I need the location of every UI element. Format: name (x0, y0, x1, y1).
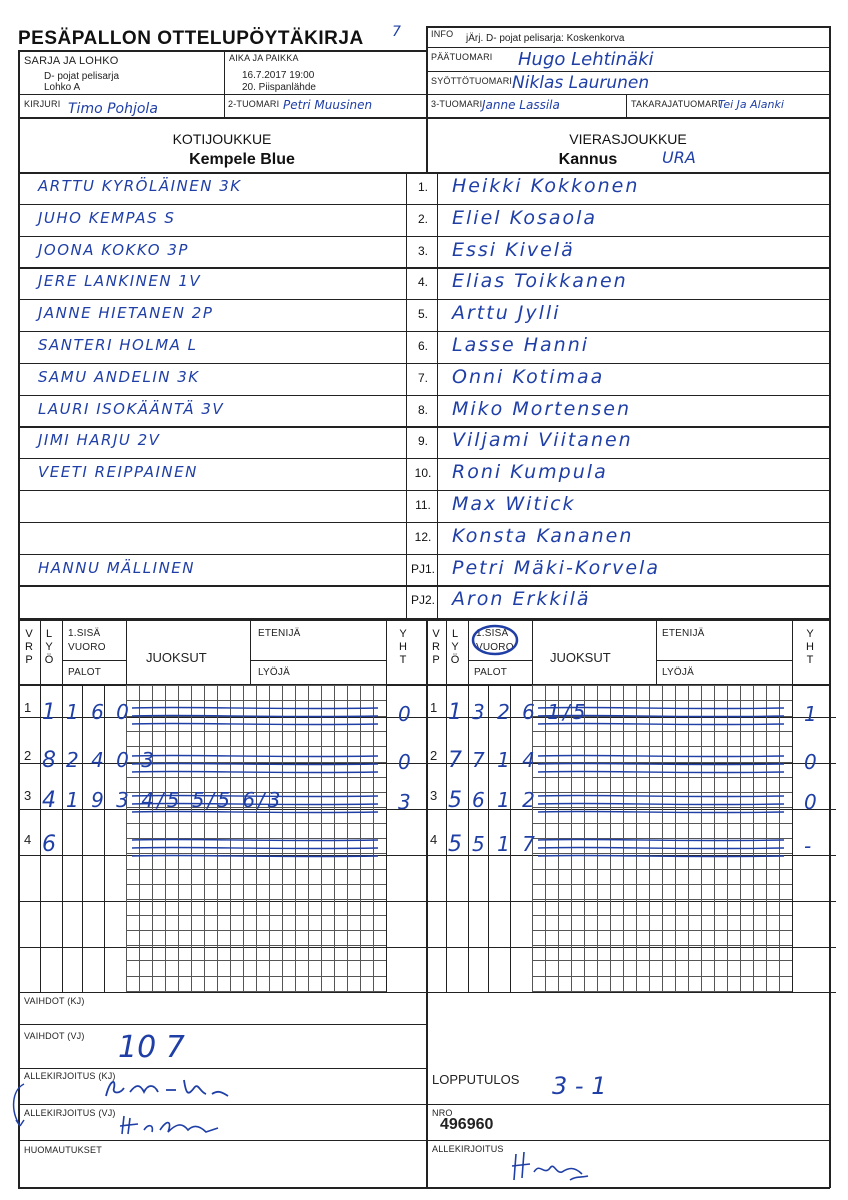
home-run-strokes (130, 750, 380, 780)
away-team-label: VIERASJOUKKUE (569, 131, 687, 147)
ump3-value: Janne Lassila (482, 98, 560, 112)
away-inning-number: 2 (430, 748, 438, 763)
away-team-suffix: URA (662, 148, 696, 167)
player-number: 11. (415, 498, 431, 512)
away-inning-number: 4 (430, 832, 438, 847)
vuoro-circle-mark (470, 622, 522, 658)
home-col-vrp: V R P (25, 628, 33, 666)
back-ump-value: Tei Ja Alanki (718, 98, 784, 111)
away-inning-palot: 6 1 2 (472, 788, 538, 812)
away-player-name: Lasse Hanni (452, 334, 590, 356)
back-ump-label: TAKARAJATUOMARI (631, 99, 721, 109)
home-juoksut: JUOKSUT (146, 650, 207, 665)
player-number: 4. (417, 275, 428, 290)
away-inning-number: 3 (430, 788, 438, 803)
player-number: 12. (414, 529, 432, 544)
player-number: PJ2. (410, 593, 435, 608)
away-player-name: Petri Mäki-Korvela (452, 556, 660, 579)
away-run-strokes (536, 702, 786, 732)
nro-label: NRO (432, 1108, 453, 1118)
away-col-vrp: V R P (432, 628, 440, 666)
away-etenija: ETENIJÄ (662, 628, 705, 639)
player-number: 2. (417, 211, 428, 226)
home-inning-batter: 1 (42, 700, 56, 725)
pitch-ref-value: Niklas Laurunen (512, 73, 650, 93)
away-player-name: Viljami Viitanen (452, 429, 633, 452)
home-inning-number: 4 (24, 832, 32, 847)
referee-label: PÄÄTUOMARI (431, 52, 493, 62)
home-inning-batter: 8 (42, 748, 56, 773)
home-inning-number: 2 (24, 748, 32, 763)
player-number: 6. (417, 339, 428, 353)
away-vuoro-1: 1.SISÄ (476, 628, 509, 639)
away-inning-total: 0 (804, 750, 817, 774)
ump3-label: 3-TUOMARI (431, 99, 483, 109)
final-value: 3 - 1 (552, 1072, 607, 1100)
home-lyoja: LYÖJÄ (258, 667, 290, 678)
away-player-name: Heikki Kokkonen (452, 175, 640, 197)
home-col-lyo: L Y Ö (44, 628, 54, 666)
series-group: Lohko A (44, 82, 81, 93)
scorer-label: KIRJURI (24, 99, 61, 109)
home-player-name: ARTTU KYRÖLÄINEN 3K (38, 177, 242, 195)
subs-away-label: VAIHDOT (VJ) (24, 1031, 85, 1041)
player-number: 8. (417, 402, 428, 417)
away-player-name: Elias Toikkanen (452, 270, 628, 293)
home-vuoro-1: 1.SISÄ (68, 628, 101, 639)
away-signature (118, 1110, 228, 1138)
home-inning-number: 1 (24, 700, 32, 715)
player-number: 9. (417, 434, 428, 449)
away-player-name: Roni Kumpula (452, 461, 608, 484)
series-label: SARJA JA LOHKO (24, 55, 119, 67)
home-player-name: SAMU ANDELIN 3K (38, 367, 200, 386)
home-col-yht: Y H T (399, 628, 407, 666)
away-vuoro-2: VUORO (476, 642, 514, 653)
away-player-name: Max Witick (452, 493, 576, 515)
ump2-label: 2-TUOMARI (228, 99, 280, 109)
away-player-name: Aron Erkkilä (452, 588, 591, 611)
signature-label: ALLEKIRJOITUS (432, 1144, 504, 1154)
away-inning-palot: 3 2 6 1/5 (472, 700, 589, 724)
title-mark: 7 (392, 24, 401, 40)
final-label: LOPPUTULOS (432, 1072, 520, 1087)
nro-value: 496960 (440, 1116, 494, 1133)
match-place: 20. Piispanlähde (242, 82, 316, 93)
player-number: 3. (417, 243, 428, 258)
away-inning-palot: 7 1 4 (472, 748, 538, 772)
home-run-strokes (130, 790, 380, 820)
home-inning-total: 0 (398, 702, 411, 726)
info-label: INFO (431, 29, 454, 39)
player-number: 1. (417, 180, 428, 194)
pitch-ref-label: SYÖTTÖTUOMARI (431, 76, 513, 86)
home-etenija: ETENIJÄ (258, 628, 301, 639)
away-inning-total: 1 (804, 702, 817, 726)
away-run-strokes (536, 834, 786, 864)
home-player-name: SANTERI HOLMA L (38, 336, 198, 354)
away-inning-batter: 5 (448, 832, 462, 857)
player-number: PJ1. (410, 561, 435, 576)
subs-home-label: VAIHDOT (KJ) (24, 996, 85, 1006)
home-player-name: JUHO KEMPAS S (38, 208, 176, 227)
home-run-strokes (130, 834, 380, 864)
official-signature (508, 1146, 598, 1186)
sign-home-label: ALLEKIRJOITUS (KJ) (24, 1071, 116, 1081)
away-player-name: Miko Mortensen (452, 397, 631, 420)
home-inning-total: 0 (398, 750, 411, 774)
home-player-name: LAURI ISOKÄÄNTÄ 3V (38, 399, 225, 418)
home-player-name: JERE LANKINEN 1V (38, 272, 202, 291)
sign-away-label: ALLEKIRJOITUS (VJ) (24, 1108, 116, 1118)
away-col-yht: Y H T (806, 628, 814, 666)
notes-label: HUOMAUTUKSET (24, 1145, 102, 1155)
away-run-strokes (536, 790, 786, 820)
home-player-name: HANNU MÄLLINEN (38, 558, 195, 577)
away-col-lyo: L Y Ö (450, 628, 460, 666)
match-datetime: 16.7.2017 19:00 (242, 70, 315, 81)
away-player-name: Konsta Kananen (452, 524, 634, 547)
away-player-name: Arttu Jylli (452, 302, 561, 325)
away-player-name: Onni Kotimaa (452, 365, 605, 388)
away-palot: PALOT (474, 667, 508, 678)
away-inning-batter: 7 (448, 748, 462, 773)
home-player-name: JOONA KOKKO 3P (38, 240, 189, 259)
scorer-value: Timo Pohjola (68, 101, 158, 117)
player-number: 7. (417, 370, 428, 385)
away-juoksut: JUOKSUT (550, 650, 611, 665)
series-value: D- pojat pelisarja (44, 71, 120, 82)
away-run-strokes (536, 750, 786, 780)
info-value: jÄrj. D- pojat pelisarja: Koskenkorva (466, 33, 625, 44)
away-inning-total: 0 (804, 790, 817, 814)
bracket-mark (6, 1080, 28, 1130)
home-team-name: Kempele Blue (189, 151, 295, 168)
home-inning-palot: 1 6 0 (66, 700, 132, 724)
player-number: 5. (417, 307, 428, 322)
home-palot: PALOT (68, 667, 102, 678)
home-team-label: KOTIJOUKKUE (172, 131, 272, 147)
home-inning-batter: 6 (42, 832, 56, 857)
away-player-name: Eliel Kosaola (452, 206, 598, 229)
subs-away-value: 10 7 (118, 1030, 185, 1065)
away-lyoja: LYÖJÄ (662, 667, 694, 678)
away-inning-batter: 5 (448, 788, 462, 813)
away-inning-palot: 5 1 7 (472, 832, 538, 856)
away-inning-batter: 1 (448, 700, 462, 725)
home-inning-palot: 1 9 3 4/5 5/5 6/3 (66, 788, 284, 812)
home-player-name: JANNE HIETANEN 2P (38, 304, 214, 323)
away-player-name: Essi Kivelä (452, 238, 575, 261)
home-run-strokes (130, 702, 380, 732)
away-inning-number: 1 (430, 700, 438, 715)
home-vuoro-2: VUORO (68, 642, 106, 653)
home-inning-palot: 2 4 0 3 (66, 748, 157, 772)
home-inning-total: 3 (398, 790, 411, 814)
away-inning-total: - (804, 834, 812, 858)
home-player-name: VEETI REIPPAINEN (38, 463, 198, 482)
away-team-name: Kannus (558, 151, 618, 168)
referee-value: Hugo Lehtinäki (518, 49, 654, 70)
time-place-label: AIKA JA PAIKKA (229, 53, 299, 63)
player-number: 10. (414, 466, 432, 481)
home-inning-batter: 4 (42, 788, 56, 813)
ump2-value: Petri Muusinen (283, 98, 373, 112)
home-inning-number: 3 (24, 788, 32, 803)
form-title: PESÄPALLON OTTELUPÖYTÄKIRJA (18, 28, 364, 49)
home-player-name: JIMI HARJU 2V (38, 431, 161, 450)
home-signature (100, 1074, 250, 1102)
